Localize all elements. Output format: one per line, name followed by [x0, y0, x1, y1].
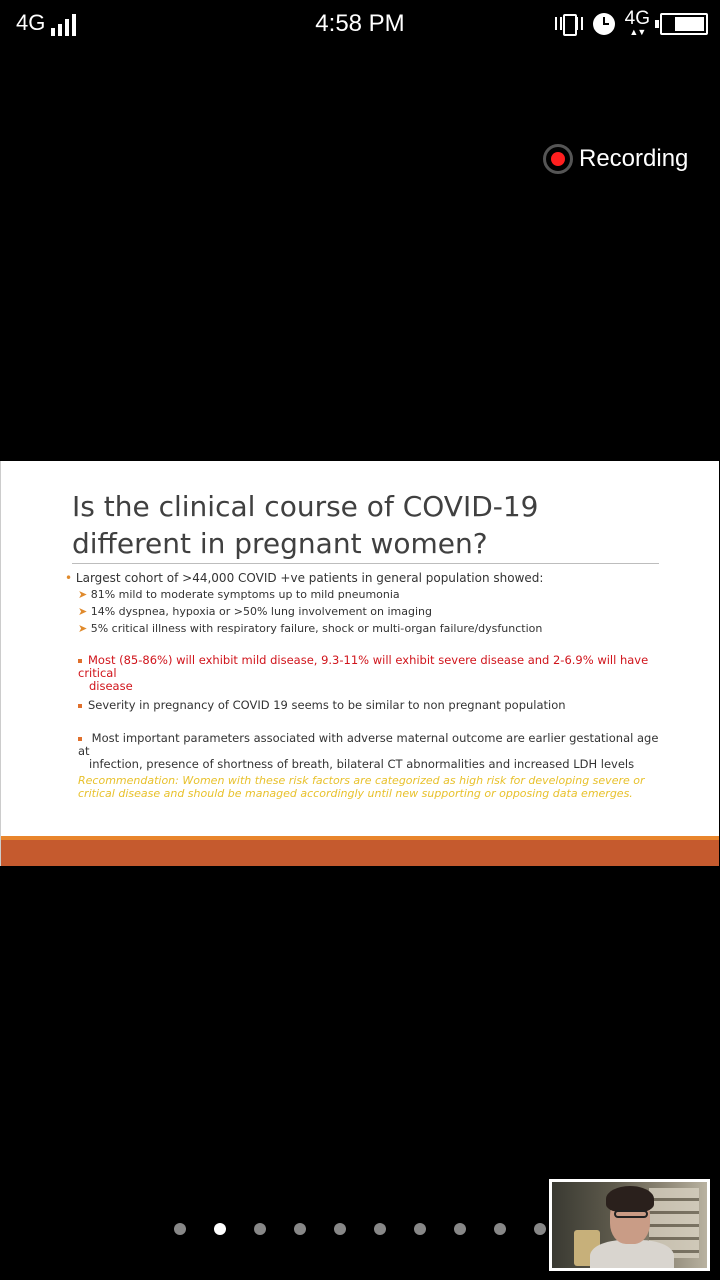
page-dot[interactable] — [494, 1223, 506, 1235]
page-dot[interactable] — [374, 1223, 386, 1235]
status-icons — [555, 10, 708, 37]
vibrate-icon — [555, 12, 583, 36]
sub-bullet: ➤ 14% dyspnea, hypoxia or >50% lung involvement on imaging — [78, 605, 432, 618]
mild-disease-point: Most (85-86%) will exhibit mild disease, 9.3-11% will exhibit severe disease and 2-6.9% will have critical disease — [78, 653, 649, 693]
status-bar — [0, 0, 720, 50]
page-dot[interactable] — [534, 1223, 546, 1235]
arrow-bullet-icon: ➤ — [78, 605, 88, 618]
network-type: 4G — [16, 10, 46, 35]
bullet-main: • Largest cohort of >44,000 COVID +ve patients in general population showed: — [65, 571, 544, 585]
arrow-bullet-icon: ➤ — [78, 622, 88, 635]
clock: 4:58 PM — [315, 10, 405, 37]
sub-bullet: ➤ 5% critical illness with respiratory failure, shock or multi-organ failure/dysfunction — [78, 622, 543, 635]
recording-label: Recording — [579, 145, 689, 172]
slide-footer-bar — [1, 840, 719, 866]
page-dot[interactable] — [294, 1223, 306, 1235]
square-bullet-icon — [78, 704, 82, 708]
participant-video-icon — [552, 1182, 707, 1268]
square-bullet-icon — [78, 737, 82, 741]
sub-bullet: ➤ 81% mild to moderate symptoms up to mild pneumonia — [78, 588, 400, 601]
page-dot[interactable] — [334, 1223, 346, 1235]
recommendation: Recommendation: Women with these risk factors are categorized as high risk for developing severe or critical disease and should be managed accordingly until new supporting or opposing data emerges. — [78, 774, 645, 800]
square-bullet-icon — [78, 659, 82, 663]
slide-title: Is the clinical course of COVID-19 different in pregnant women? — [72, 490, 539, 560]
page-dot[interactable] — [454, 1223, 466, 1235]
title-divider — [72, 563, 659, 564]
page-dot-active[interactable] — [214, 1223, 226, 1235]
recording-indicator[interactable] — [543, 144, 688, 174]
shared-slide — [0, 461, 719, 866]
page-dot[interactable] — [254, 1223, 266, 1235]
page-dot[interactable] — [174, 1223, 186, 1235]
severity-point: Severity in pregnancy of COVID 19 seems to be similar to non pregnant population — [65, 698, 665, 712]
participant-video-thumbnail[interactable] — [549, 1179, 710, 1271]
slide-body — [65, 571, 665, 800]
arrow-bullet-icon: ➤ — [78, 588, 88, 601]
data-network-icon: 4G ▲▼ — [624, 8, 650, 37]
page-indicator[interactable] — [174, 1223, 546, 1235]
battery-icon — [660, 13, 708, 35]
parameters-point: Most important parameters associated with adverse maternal outcome are earlier gestational age at infection, presence of shortness of breath, bilateral CT abnormalities and increased LDH levels — [78, 731, 659, 771]
alarm-icon — [593, 13, 615, 35]
page-dot[interactable] — [414, 1223, 426, 1235]
record-icon — [543, 144, 573, 174]
